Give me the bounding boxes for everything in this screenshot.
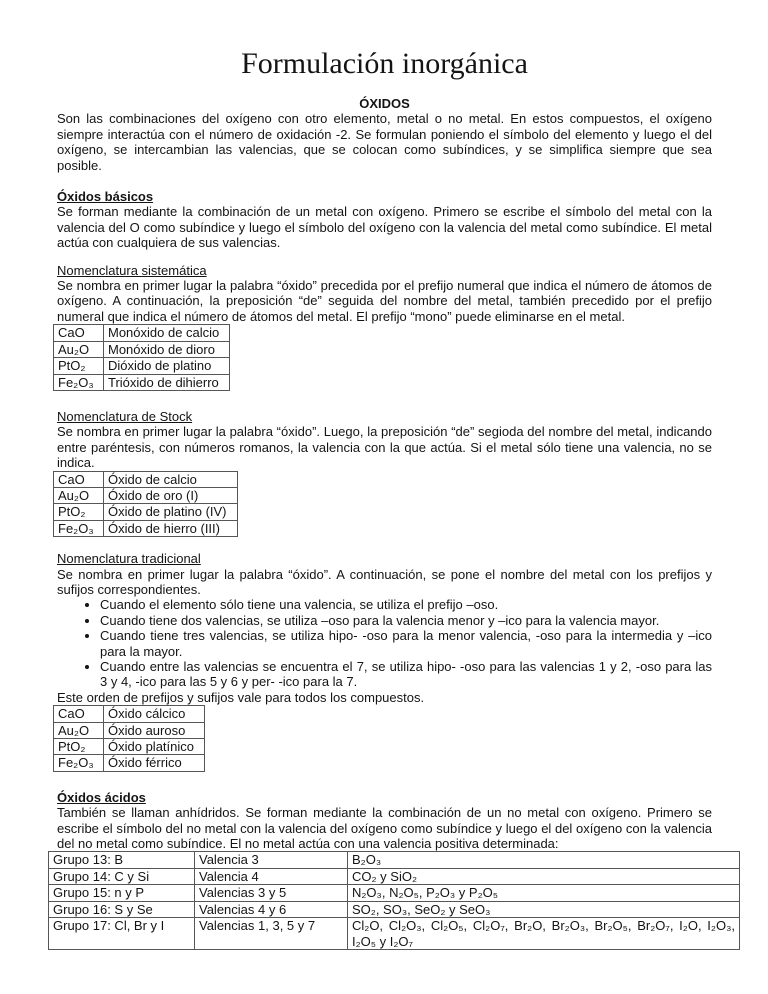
name-cell: Óxido auroso — [104, 722, 205, 738]
table-row — [54, 471, 238, 487]
name-cell: Óxido cálcico — [104, 706, 205, 722]
name-cell: Óxido de oro (I) — [104, 487, 238, 503]
formula-cell: Au₂O — [54, 341, 104, 357]
table-row — [49, 885, 740, 901]
formula-cell: Au₂O — [54, 487, 104, 503]
name-cell: Monóxido de dioro — [104, 341, 230, 357]
tradicional-paragraph: Se nombra en primer lugar la palabra “óxido”. A continuación, se pone el nombre del metal con los prefijos y sufijos correspondientes. — [57, 566, 712, 597]
basicos-heading: Óxidos básicos — [57, 189, 154, 205]
group-cell: Grupo 15: n y P — [49, 885, 195, 901]
sistematica-table — [53, 324, 230, 391]
name-cell: Óxido férrico — [104, 755, 205, 771]
name-cell: Monóxido de calcio — [104, 325, 230, 341]
table-row — [54, 755, 205, 771]
valencia-cell: Valencias 4 y 6 — [195, 901, 348, 917]
formula-cell: PtO₂ — [54, 358, 104, 374]
formulas-cell: B₂O₃ — [348, 852, 740, 868]
formula-cell: Fe₂O₃ — [54, 520, 104, 536]
table-row — [54, 487, 238, 503]
table-row — [49, 918, 740, 950]
stock-heading: Nomenclatura de Stock — [57, 408, 193, 424]
table-row — [54, 706, 205, 722]
tradicional-heading: Nomenclatura tradicional — [57, 551, 201, 567]
name-cell: Óxido de hierro (III) — [104, 520, 238, 536]
sistematica-paragraph: Se nombra en primer lugar la palabra “óxido” precedida por el prefijo numeral que indica el número de átomos de oxígeno. A continuación, la preposición “de” seguida del nombre del metal, también precedido por el prefijo numeral que indica el número de átomos del metal. El prefijo “mono” puede eliminarse en el metal. — [57, 278, 712, 324]
page-title: Formulación inorgánica — [241, 47, 528, 80]
group-cell: Grupo 14: C y Si — [49, 868, 195, 884]
formula-cell: CaO — [54, 706, 104, 722]
valencia-cell: Valencias 3 y 5 — [195, 885, 348, 901]
stock-paragraph: Se nombra en primer lugar la palabra “óxido”. Luego, la preposición “de” segioda del nombre del metal, indicando entre paréntesis, con números romanos, la valencia con la que actúa. Si el metal sólo tiene una valencia, no se indica. — [57, 424, 712, 471]
table-row — [54, 358, 230, 374]
bullet-item: • Cuando entre las valencias se encuentra el 7, se utiliza hipo- -oso para las valencias 1 y 2, -oso para las 3 y 4, -ico para las 5 y 6 y per- -ico para la 7. — [100, 659, 712, 690]
group-cell: Grupo 17: Cl, Br y I — [49, 918, 195, 950]
name-cell: Óxido de calcio — [104, 471, 238, 487]
bullet-item: • Cuando tiene dos valencias, se utiliza –oso para la valencia menor y –ico para la valencia mayor. — [100, 613, 712, 628]
name-cell: Óxido de platino (IV) — [104, 504, 238, 520]
sistematica-heading: Nomenclatura sistemática — [57, 262, 207, 278]
valencia-cell: Valencia 3 — [195, 852, 348, 868]
table-row — [54, 374, 230, 390]
name-cell: Óxido platínico — [104, 739, 205, 755]
table-row — [49, 901, 740, 917]
formula-cell: Au₂O — [54, 722, 104, 738]
table-row — [49, 852, 740, 868]
table-row — [54, 341, 230, 357]
formula-cell: PtO₂ — [54, 504, 104, 520]
tradicional-table — [53, 705, 205, 772]
table-row — [54, 325, 230, 341]
acidos-table — [48, 851, 740, 949]
valencia-cell: Valencia 4 — [195, 868, 348, 884]
oxidos-intro-paragraph: Son las combinaciones del oxígeno con otro elemento, metal o no metal. En estos compuestos, el oxígeno siempre interactúa con el número de oxidación -2. Se formulan poniendo el símbolo del elemento y luego el del oxígeno, se intercambian las valencias, que se colocan como subíndices, y se simplifica siempre que sea posible. — [57, 111, 712, 173]
basicos-paragraph: Se forman mediante la combinación de un metal con oxígeno. Primero se escribe el símbolo del metal con la valencia del O como subíndice y luego el símbolo del oxígeno con la valencia del metal como subíndice. El metal actúa con cualquiera de sus valencias. — [57, 204, 712, 251]
formulas-cell: SO₂, SO₃, SeO₂ y SeO₃ — [348, 901, 740, 917]
acidos-paragraph: También se llaman anhídridos. Se forman mediante la combinación de un no metal con oxígeno. Primero se escribe el símbolo del no metal con la valencia del oxígeno como subíndice y luego el del oxígeno con la valencia del no metal como subíndice. El no metal actúa con una valencia positiva determinada: — [57, 805, 712, 852]
name-cell: Dióxido de platino — [104, 358, 230, 374]
table-row — [54, 722, 205, 738]
formula-cell: CaO — [54, 325, 104, 341]
oxidos-section-heading: ÓXIDOS — [359, 96, 410, 111]
bullet-item: • Cuando el elemento sólo tiene una valencia, se utiliza el prefijo –oso. — [100, 597, 712, 612]
acidos-heading: Óxidos ácidos — [57, 789, 146, 805]
table-row — [54, 504, 238, 520]
bullet-item: • Cuando tiene tres valencias, se utiliza hipo- -oso para la menor valencia, -oso para la intermedia y –ico para la mayor. — [100, 628, 712, 659]
group-cell: Grupo 16: S y Se — [49, 901, 195, 917]
formula-cell: PtO₂ — [54, 739, 104, 755]
name-cell: Trióxido de dihierro — [104, 374, 230, 390]
valencia-cell: Valencias 1, 3, 5 y 7 — [195, 918, 348, 950]
table-row — [54, 520, 238, 536]
tradicional-footer: Este orden de prefijos y sufijos vale para todos los compuestos. — [57, 689, 425, 705]
table-row — [54, 739, 205, 755]
formulas-cell: CO₂ y SiO₂ — [348, 868, 740, 884]
stock-table — [53, 471, 238, 538]
formula-cell: Fe₂O₃ — [54, 755, 104, 771]
formula-cell: Fe₂O₃ — [54, 374, 104, 390]
formula-cell: CaO — [54, 471, 104, 487]
formulas-cell: Cl₂O, Cl₂O₃, Cl₂O₅, Cl₂O₇, Br₂O, Br₂O₃, Br₂O₅, Br₂O₇, I₂O, I₂O₃, I₂O₅ y I₂O₇ — [348, 918, 740, 950]
formulas-cell: N₂O₃, N₂O₅, P₂O₃ y P₂O₅ — [348, 885, 740, 901]
group-cell: Grupo 13: B — [49, 852, 195, 868]
table-row — [49, 868, 740, 884]
tradicional-bullet-list — [57, 597, 712, 689]
